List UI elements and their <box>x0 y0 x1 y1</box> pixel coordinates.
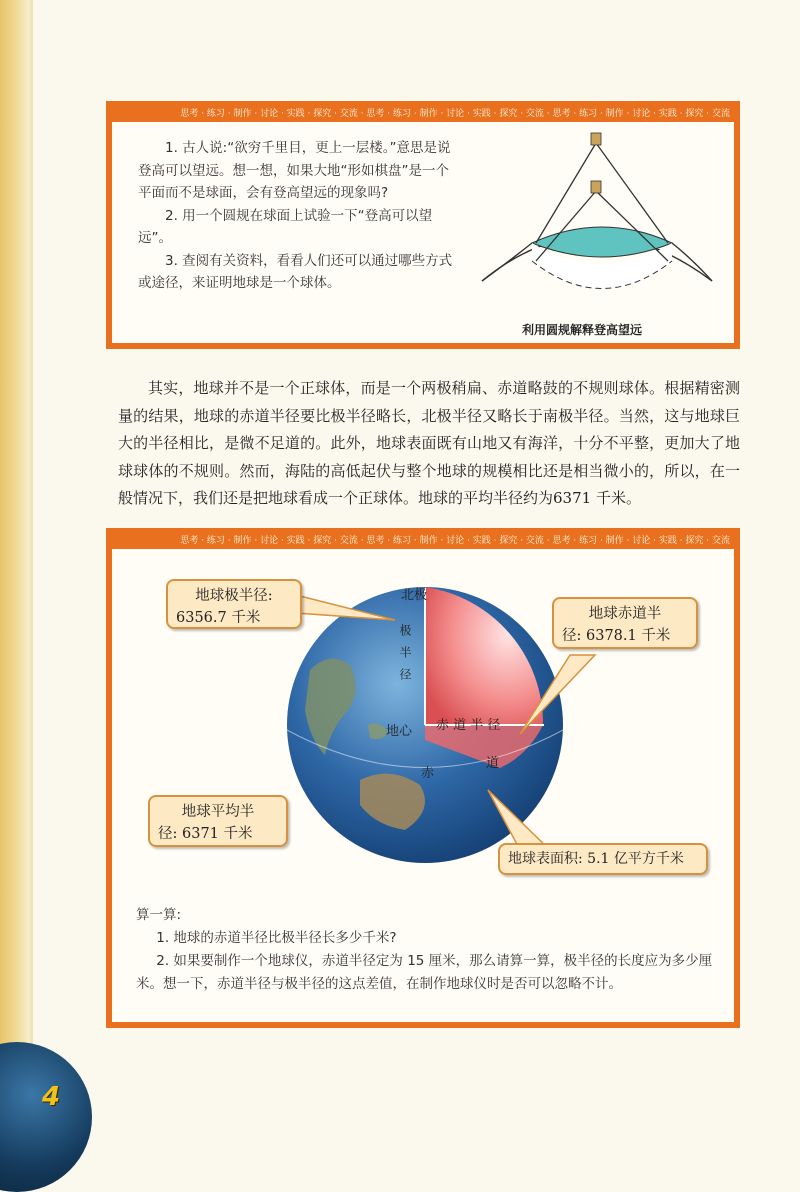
calc-heading: 算一算: <box>136 907 182 923</box>
equator-label-right: 道 <box>486 756 500 771</box>
think-question-1: 1. 古人说:“欲穷千里目，更上一层楼。”意思是说登高可以望远。想一想，如果大地“形如棋盘”是一个平面而不是球面，会有登高望远的现象吗? <box>138 140 451 201</box>
mean-radius-callout-line1: 地球平均半 <box>181 804 255 820</box>
polar-radius-callout-line2: 6356.7 千米 <box>176 610 261 626</box>
polar-radius-callout-line1: 地球极半径: <box>195 588 273 604</box>
polar-radius-callout <box>166 579 302 629</box>
equatorial-radius-callout <box>552 597 698 649</box>
page-number: 4 <box>42 1082 61 1112</box>
activity-ribbon-2: 思考 · 练习 · 制作 · 讨论 · 实践 · 探究 · 交流 · 思考 · 练习 · 制作 · 讨论 · 实践 · 探究 · 交流 · 思考 · 练习 · 制作 · 讨论 · 实践 · 探究 · 交流 <box>112 534 734 549</box>
activity-ribbon: 思考 · 练习 · 制作 · 讨论 · 实践 · 探究 · 交流 · 思考 · 练习 · 制作 · 讨论 · 实践 · 探究 · 交流 · 思考 · 练习 · 制作 · 讨论 · 实践 · 探究 · 交流 <box>112 107 734 122</box>
calculation-section <box>136 904 726 996</box>
mean-radius-callout-line2: 径: 6371 千米 <box>158 826 253 842</box>
mean-radius-callout <box>148 795 288 847</box>
surface-area-callout: 地球表面积: 5.1 亿平方千米 <box>498 843 708 875</box>
equatorial-radius-callout-line2: 径: 6378.1 千米 <box>562 628 671 644</box>
figure-caption: 利用圆规解释登高望远 <box>522 323 643 337</box>
north-pole-label: 北极 <box>401 588 428 603</box>
earth-center-label: 地心 <box>386 724 413 739</box>
equatorial-radius-label: 赤 道 半 径 <box>436 718 501 733</box>
equatorial-radius-callout-line1: 地球赤道半 <box>588 606 662 622</box>
calc-question-1: 1. 地球的赤道半径比极半径长多少千米? <box>156 930 397 946</box>
think-question-2: 2. 用一个圆规在球面上试验一下“登高可以望远”。 <box>138 207 433 246</box>
equator-label-left: 赤 <box>421 766 435 781</box>
polar-radius-vertical-label: 极半径 <box>398 624 412 690</box>
body-paragraph: 其实，地球并不是一个正球体，而是一个两极稍扁、赤道略鼓的不规则球体。根据精密测量的结果，地球的赤道半径要比极半径略长，北极半径又略长于南极半径。当然，这与地球巨大的半径相比，是微不足道的。此外，地球表面既有山地又有海洋，十分不平整，更加大了地球球体的不规则。然而，海陆的高低起伏与整个地球的规模相比还是相当微小的，所以，在一般情况下，我们还是把地球看成一个正球体。地球的平均半径约为6371 千米。 <box>118 379 740 507</box>
calc-question-2: 2. 如果要制作一个地球仪，赤道半径定为 15 厘米，那么请算一算，极半径的长度应为多少厘米。想一下，赤道半径与极半径的这点差值，在制作地球仪时是否可以忽略不计。 <box>136 953 713 992</box>
think-question-3: 3. 查阅有关资料，看看人们还可以通过哪些方式或途径，来证明地球是一个球体。 <box>138 252 453 291</box>
